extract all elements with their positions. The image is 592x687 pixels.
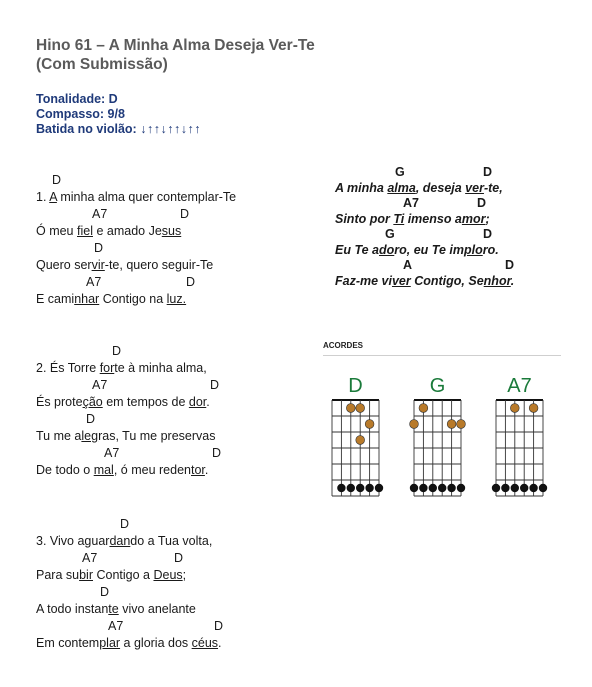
bass-dot [501, 484, 509, 492]
chord-label: D [214, 619, 224, 633]
chord-label: D [483, 227, 493, 241]
finger-dot [447, 420, 456, 429]
lyric-text: Sinto por Ti imenso amor; [335, 211, 490, 226]
bass-dot [375, 484, 383, 492]
chord-label: D [212, 446, 222, 460]
chord-name: D [348, 375, 363, 397]
stanza-lyric-line [36, 189, 236, 206]
batida [36, 122, 201, 137]
lyric-text: A todo instante vivo anelante [36, 602, 196, 616]
lyric-text: Quero servir-te, quero seguir-Te [36, 258, 214, 272]
chord-label: A [403, 258, 413, 272]
chord-label: A7 [108, 619, 124, 633]
finger-dot [510, 404, 519, 413]
stanza-lyric-line [36, 567, 222, 584]
bass-dot [520, 484, 528, 492]
stanza-chord-row [36, 411, 215, 428]
bass-dot [365, 484, 373, 492]
chord-label: A7 [86, 275, 102, 289]
chord-label: A7 [92, 207, 108, 221]
bass-dot [337, 484, 345, 492]
stanza-1 [36, 172, 236, 308]
chorus-chord-row [335, 258, 514, 274]
stanza-chord-row [36, 274, 236, 291]
stanza-lyric-line [36, 601, 222, 618]
chorus-lyric-line [335, 274, 514, 290]
stanza-2 [36, 343, 222, 479]
song-meta [36, 92, 201, 137]
chord-label: A7 [92, 378, 108, 392]
stanza-chord-row [36, 516, 222, 533]
chord-label: G [385, 227, 395, 241]
stanza-lyric-line [36, 533, 222, 550]
chord-label: D [483, 165, 493, 179]
finger-dot [529, 404, 538, 413]
compasso: Compasso: 9/8 [36, 107, 125, 121]
lyric-text: E caminhar Contigo na luz. [36, 292, 187, 306]
chord-label: D [112, 344, 122, 358]
bass-dot [492, 484, 500, 492]
finger-dot [365, 420, 374, 429]
bass-dot [539, 484, 547, 492]
stanza-lyric-line [36, 635, 222, 652]
chord-label: D [94, 241, 104, 255]
stanza-chord-row [36, 584, 222, 601]
chord-label: D [180, 207, 190, 221]
chord-name: G [429, 375, 446, 397]
chord-label: A7 [104, 446, 120, 460]
bass-dot [356, 484, 364, 492]
chorus-chord-row [335, 196, 514, 212]
stanza-chord-row [36, 343, 215, 360]
chord-diagram-d [332, 375, 383, 496]
lyric-text: Eu Te adoro, eu Te imploro. [335, 242, 499, 257]
bass-dot [410, 484, 418, 492]
lyric-text: Ó meu fiel e amado Jesus [36, 224, 182, 238]
stanza-lyric-line [36, 291, 236, 308]
stanza-chord-row [36, 240, 236, 257]
song-title [36, 36, 315, 74]
chorus-chord-row [335, 227, 514, 243]
finger-dot [356, 436, 365, 445]
stanza-lyric-line [36, 223, 236, 240]
lyric-text: 3. Vivo aguardando a Tua volta, [36, 534, 213, 548]
chorus-chord-row [335, 165, 514, 181]
chorus-lyric-line [335, 181, 514, 197]
bass-dot [511, 484, 519, 492]
stanza-lyric-line [36, 462, 215, 479]
stanza-chord-row [36, 618, 222, 635]
acordes-label: ACORDES [323, 341, 364, 350]
chord-label: D [174, 551, 184, 565]
bass-dot [529, 484, 537, 492]
chorus-lyric-line [335, 212, 514, 228]
title-line-1: Hino 61 – A Minha Alma Deseja Ver-Te [36, 37, 315, 54]
stanza-chord-row [36, 445, 222, 462]
bass-dot [447, 484, 455, 492]
batida-pattern: ↓↑↑↓↑↑↓↑↑ [140, 122, 201, 136]
bass-dot [457, 484, 465, 492]
finger-dot [457, 420, 466, 429]
lyric-text: De todo o mal, ó meu redentor. [36, 463, 209, 477]
chord-name: A7 [507, 375, 532, 397]
stanza-lyric-line [36, 394, 215, 411]
stanza-chord-row [36, 206, 236, 223]
bass-dot [347, 484, 355, 492]
acordes-divider [323, 355, 561, 356]
stanza-3 [36, 516, 222, 652]
stanza-lyric-line [36, 257, 236, 274]
bass-dot [438, 484, 446, 492]
bass-dot [419, 484, 427, 492]
chord-label: D [477, 196, 487, 210]
chord-label: D [210, 378, 220, 392]
stanza-lyric-line [36, 360, 215, 377]
chord-diagram-g [410, 375, 466, 496]
lyric-text: A minha alma, deseja ver-te, [335, 180, 503, 195]
finger-dot [419, 404, 428, 413]
tonalidade: Tonalidade: D [36, 92, 118, 106]
chord-label: D [100, 585, 110, 599]
batida-label: Batida no violão: [36, 122, 141, 136]
lyric-text: Para subir Contigo a Deus; [36, 568, 187, 582]
finger-dot [356, 404, 365, 413]
stanza-chord-row [36, 377, 220, 394]
lyric-text: Em contemplar a gloria dos céus. [36, 636, 222, 650]
chorus [335, 165, 514, 289]
chorus-lyric-line [335, 243, 514, 259]
chord-label: G [395, 165, 405, 179]
chord-label: D [505, 258, 515, 272]
chord-label: A7 [403, 196, 419, 210]
title-line-2: (Com Submissão) [36, 56, 168, 73]
chord-label: D [86, 412, 96, 426]
chord-diagram-a7 [492, 375, 547, 496]
chord-label: D [120, 517, 130, 531]
bass-dot [429, 484, 437, 492]
chord-label: D [186, 275, 196, 289]
lyric-text: Faz-me viver Contigo, Senhor. [335, 273, 515, 288]
finger-dot [346, 404, 355, 413]
chord-label: A7 [82, 551, 98, 565]
stanza-chord-row [36, 550, 222, 567]
lyric-text: 2. És Torre forte à minha alma, [36, 361, 207, 375]
lyric-text: 1. A minha alma quer contemplar-Te [36, 190, 237, 204]
stanza-lyric-line [36, 428, 215, 445]
chord-diagrams [320, 368, 570, 508]
lyric-text: Tu me alegras, Tu me preservas [36, 429, 216, 443]
lyric-text: És proteção em tempos de dor. [36, 395, 210, 409]
finger-dot [410, 420, 419, 429]
chord-label: D [52, 173, 62, 187]
stanza-chord-row [36, 172, 236, 189]
